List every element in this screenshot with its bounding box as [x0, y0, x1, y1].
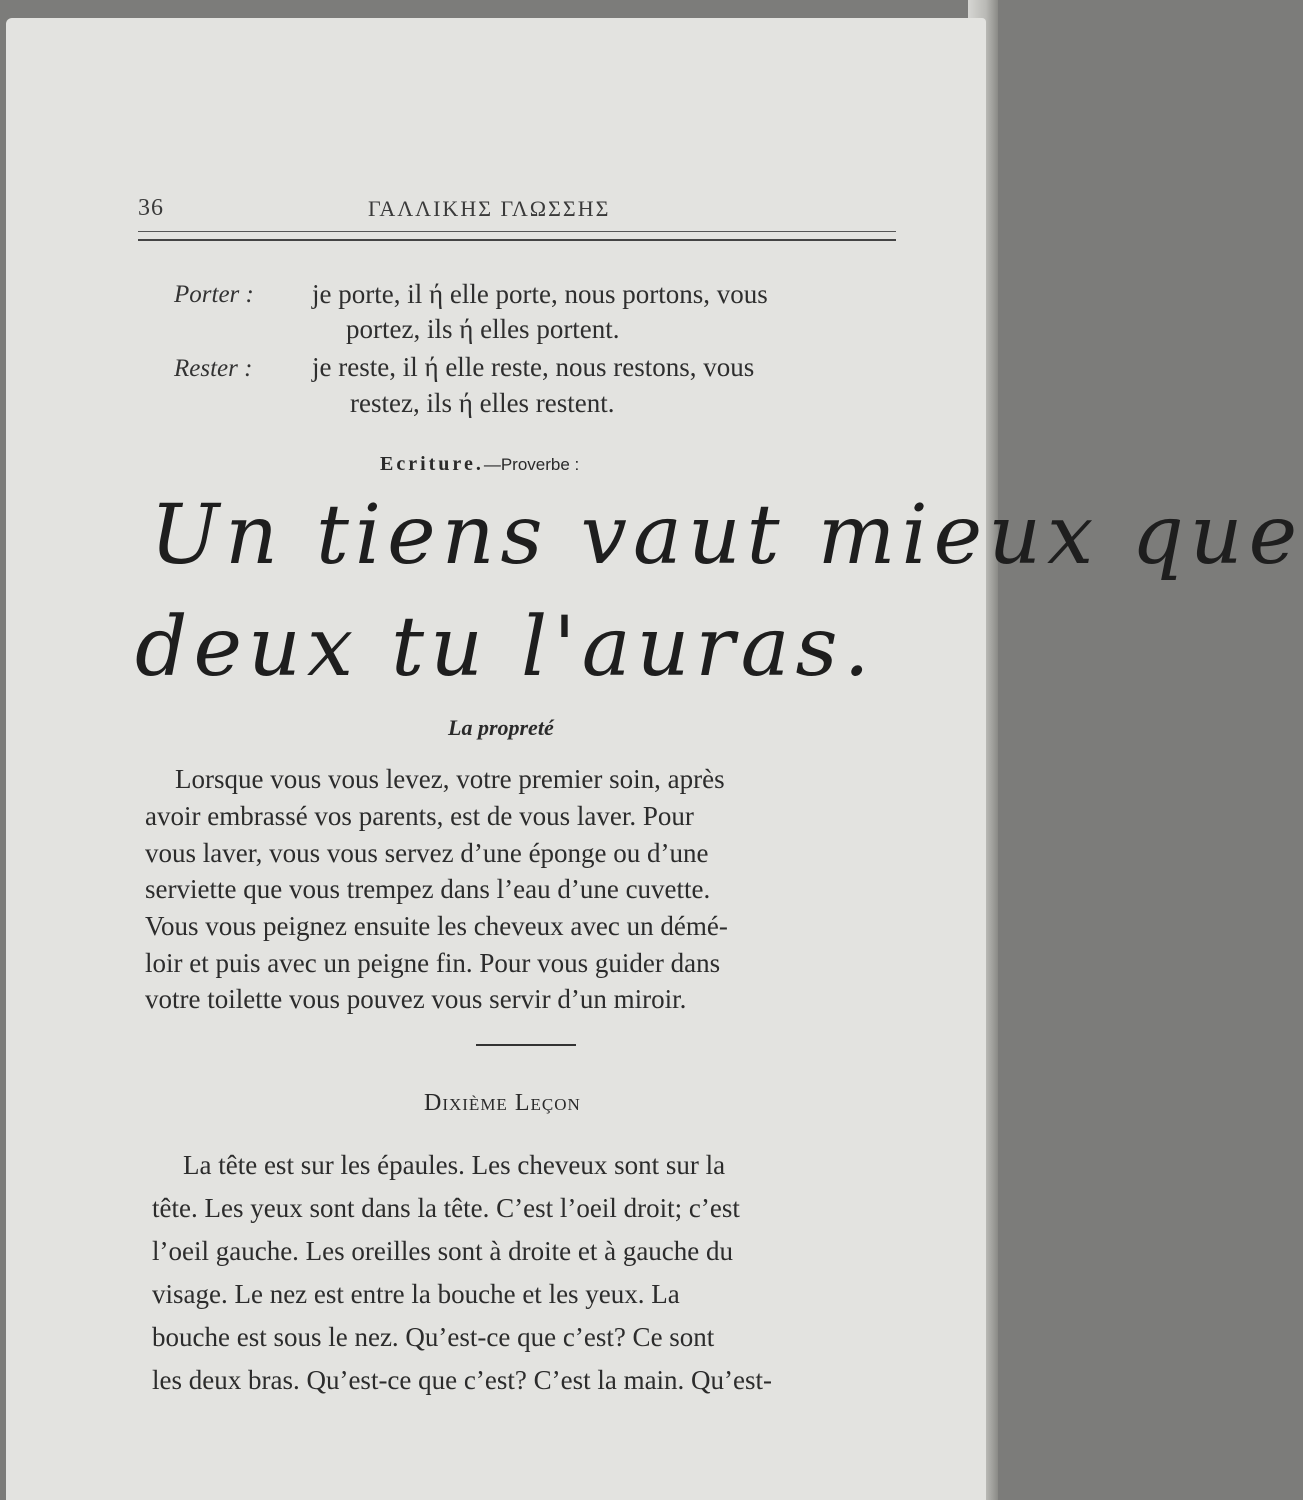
header-rule-thin	[138, 231, 896, 232]
reading-line: serviette que vous trempez dans l’eau d’une cuvette.	[145, 874, 711, 904]
reading-line: loir et puis avec un peigne fin. Pour vous guider dans	[145, 948, 721, 978]
reading-line: votre toilette vous pouvez vous servir d’un miroir.	[145, 984, 687, 1014]
header-rule-thick	[138, 239, 896, 241]
lesson-line: visage. Le nez est entre la bouche et les yeux. La	[152, 1279, 680, 1309]
reading-line: avoir embrassé vos parents, est de vous laver. Pour	[145, 801, 694, 831]
conjugation-line: portez, ils ή elles portent.	[346, 314, 620, 344]
lesson-line: l’oeil gauche. Les oreilles sont à droite et à gauche du	[152, 1236, 734, 1266]
lesson-line: les deux bras. Qu’est-ce que c’est? C’est la main. Qu’est-	[152, 1365, 773, 1395]
writing-label: Ecriture.	[380, 453, 484, 475]
proverb-script-line: Un tiens vaut mieux que	[150, 488, 1303, 583]
running-title: ΓΑΛΛΙΚΗΣ ΓΛΩΣΣΗΣ	[368, 196, 611, 221]
reading-line: Vous vous peignez ensuite les cheveux avec un démé-	[145, 911, 728, 941]
verb-label-rester: Rester :	[174, 355, 253, 382]
reading-title: La propreté	[448, 715, 554, 740]
conjugation-line: restez, ils ή elles restent.	[350, 388, 615, 418]
lesson-line: La tête est sur les épaules. Les cheveux sont sur la	[183, 1150, 726, 1180]
lesson-title: Dixième Leçon	[424, 1090, 581, 1116]
section-divider	[476, 1044, 576, 1046]
writing-heading	[380, 453, 579, 476]
verb-label-porter: Porter :	[174, 281, 254, 308]
conjugation-line: je porte, il ή elle porte, nous portons, vous	[312, 279, 768, 309]
reading-line: Lorsque vous vous levez, votre premier soin, après	[175, 764, 725, 794]
page-number: 36	[138, 195, 164, 221]
lesson-line: tête. Les yeux sont dans la tête. C’est l’oeil droit; c’est	[152, 1193, 740, 1223]
proverb-script-line: deux tu l'auras.	[135, 600, 876, 695]
lesson-line: bouche est sous le nez. Qu’est-ce que c’est? Ce sont	[152, 1322, 715, 1352]
reading-line: vous laver, vous vous servez d’une éponge ou d’une	[145, 838, 709, 868]
proverb-label: —Proverbe :	[483, 455, 580, 474]
conjugation-line: je reste, il ή elle reste, nous restons, vous	[312, 352, 755, 382]
